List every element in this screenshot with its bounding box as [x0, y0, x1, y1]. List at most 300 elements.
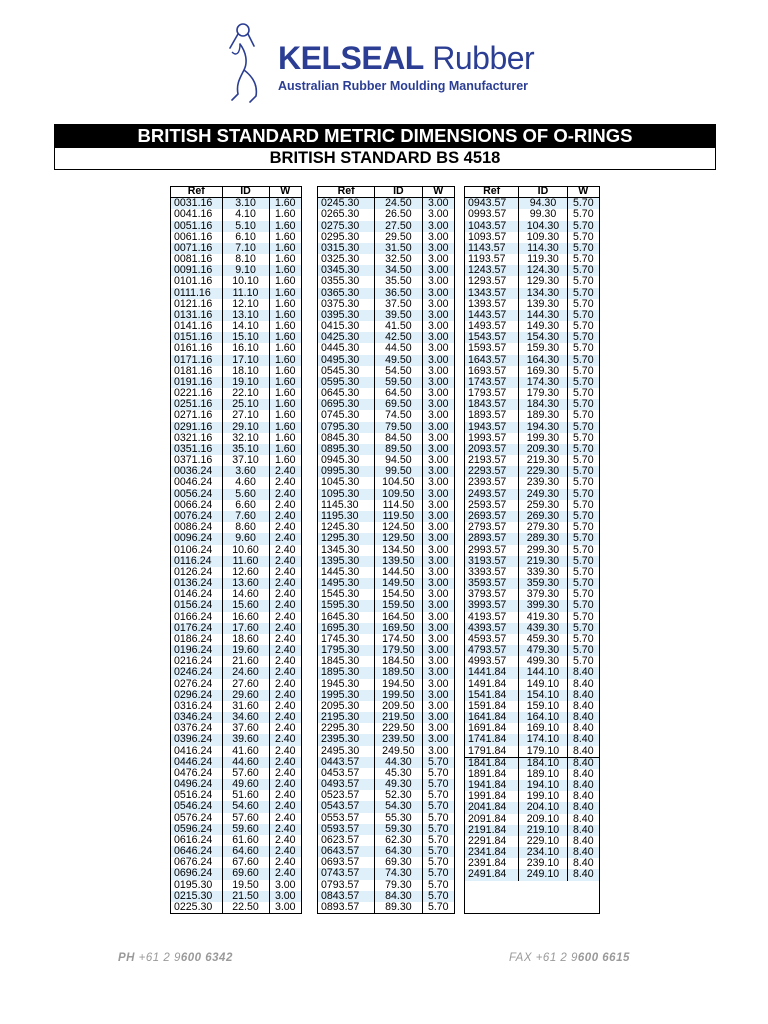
id-cell: 6.10 — [222, 232, 269, 243]
table-row — [318, 868, 454, 879]
id-cell: 15.60 — [222, 600, 269, 611]
table-row — [318, 545, 454, 556]
table-row — [171, 667, 301, 678]
id-cell: 34.60 — [222, 712, 269, 723]
dimension-table-3 — [465, 186, 599, 881]
id-cell: 54.30 — [375, 801, 422, 812]
w-cell: 3.00 — [422, 355, 454, 366]
ref-cell: 2295.30 — [318, 723, 375, 734]
w-cell: 5.70 — [567, 198, 599, 210]
id-cell: 459.30 — [519, 634, 567, 645]
w-cell: 3.00 — [422, 198, 454, 210]
ref-cell: 0693.57 — [318, 857, 375, 868]
id-cell: 49.30 — [375, 779, 422, 790]
ref-cell: 0216.24 — [171, 656, 222, 667]
w-cell: 3.00 — [422, 556, 454, 567]
id-cell: 39.60 — [222, 734, 269, 745]
ref-cell: 0743.57 — [318, 868, 375, 879]
ref-cell: 0276.24 — [171, 679, 222, 690]
w-cell: 8.40 — [567, 723, 599, 734]
w-cell: 3.00 — [422, 388, 454, 399]
w-cell: 3.00 — [422, 734, 454, 745]
id-cell: 52.30 — [375, 790, 422, 801]
page-title: BRITISH STANDARD METRIC DIMENSIONS OF O-RINGS — [54, 124, 716, 147]
ref-cell: 2493.57 — [465, 489, 519, 500]
id-cell: 199.10 — [519, 791, 567, 802]
ref-cell: 4193.57 — [465, 612, 519, 623]
ref-cell: 0845.30 — [318, 433, 375, 444]
ref-cell: 0246.24 — [171, 667, 222, 678]
id-cell: 74.50 — [375, 410, 422, 421]
id-cell: 44.30 — [375, 757, 422, 768]
table-row — [465, 533, 599, 544]
ref-cell: 1293.57 — [465, 276, 519, 287]
w-cell: 2.40 — [269, 746, 301, 757]
id-cell: 11.10 — [222, 288, 269, 299]
id-cell: 27.50 — [375, 221, 422, 232]
id-cell: 39.50 — [375, 310, 422, 321]
w-cell: 1.60 — [269, 366, 301, 377]
w-cell: 2.40 — [269, 500, 301, 511]
w-cell: 5.70 — [422, 835, 454, 846]
id-cell: 5.10 — [222, 221, 269, 232]
ref-cell: 0181.16 — [171, 366, 222, 377]
id-cell: 54.50 — [375, 366, 422, 377]
ref-cell: 1895.30 — [318, 667, 375, 678]
w-cell: 5.70 — [567, 276, 599, 287]
id-cell: 32.50 — [375, 254, 422, 265]
w-cell: 8.40 — [567, 791, 599, 802]
ref-cell: 0121.16 — [171, 299, 222, 310]
id-cell: 27.60 — [222, 679, 269, 690]
ref-cell: 0221.16 — [171, 388, 222, 399]
w-cell: 2.40 — [269, 545, 301, 556]
ref-cell: 2495.30 — [318, 746, 375, 757]
ref-cell: 1593.57 — [465, 343, 519, 354]
w-cell: 1.60 — [269, 444, 301, 455]
ref-cell: 1295.30 — [318, 533, 375, 544]
ref-cell: 1195.30 — [318, 511, 375, 522]
ref-cell: 0161.16 — [171, 343, 222, 354]
ref-cell: 1941.84 — [465, 780, 519, 791]
w-cell: 5.70 — [567, 399, 599, 410]
w-cell: 5.70 — [567, 243, 599, 254]
id-cell: 22.50 — [222, 902, 269, 913]
w-cell: 1.60 — [269, 265, 301, 276]
ref-cell: 1645.30 — [318, 612, 375, 623]
ref-cell: 0345.30 — [318, 265, 375, 276]
table-row — [318, 221, 454, 232]
w-cell: 5.70 — [422, 868, 454, 879]
w-cell: 1.60 — [269, 276, 301, 287]
w-cell: 5.70 — [567, 500, 599, 511]
ref-cell: 0553.57 — [318, 813, 375, 824]
id-cell: 189.30 — [519, 410, 567, 421]
ref-cell: 0445.30 — [318, 343, 375, 354]
id-cell: 13.60 — [222, 578, 269, 589]
ref-cell: 1543.57 — [465, 332, 519, 343]
table-row — [318, 801, 454, 812]
table-row — [171, 477, 301, 488]
ref-cell: 1443.57 — [465, 310, 519, 321]
w-cell: 3.00 — [269, 880, 301, 891]
id-cell: 59.50 — [375, 377, 422, 388]
ref-cell: 0443.57 — [318, 757, 375, 768]
ref-cell: 0596.24 — [171, 824, 222, 835]
ref-cell: 0346.24 — [171, 712, 222, 723]
ref-cell: 3393.57 — [465, 567, 519, 578]
ref-cell: 0171.16 — [171, 355, 222, 366]
w-cell: 1.60 — [269, 209, 301, 220]
w-cell: 3.00 — [422, 221, 454, 232]
id-cell: 44.60 — [222, 757, 269, 768]
id-cell: 7.10 — [222, 243, 269, 254]
w-cell: 5.70 — [567, 511, 599, 522]
w-cell: 3.00 — [422, 645, 454, 656]
w-cell: 3.00 — [269, 902, 301, 913]
id-cell: 419.30 — [519, 612, 567, 623]
ref-cell: 1045.30 — [318, 477, 375, 488]
w-cell: 3.00 — [422, 723, 454, 734]
ref-cell: 1795.30 — [318, 645, 375, 656]
w-cell: 3.00 — [422, 545, 454, 556]
id-cell: 89.50 — [375, 444, 422, 455]
id-cell: 149.50 — [375, 578, 422, 589]
table-row — [465, 209, 599, 220]
w-cell: 2.40 — [269, 477, 301, 488]
id-cell: 59.30 — [375, 824, 422, 835]
w-cell: 1.60 — [269, 321, 301, 332]
column-header-id: ID — [222, 186, 269, 198]
footer-fax — [509, 952, 630, 964]
w-cell: 3.00 — [422, 321, 454, 332]
table-row — [465, 545, 599, 556]
id-cell: 94.50 — [375, 455, 422, 466]
w-cell: 8.40 — [567, 869, 599, 880]
id-cell: 219.30 — [519, 556, 567, 567]
w-cell: 2.40 — [269, 623, 301, 634]
ref-cell: 0495.30 — [318, 355, 375, 366]
w-cell: 5.70 — [567, 377, 599, 388]
ref-cell: 0036.24 — [171, 466, 222, 477]
id-cell: 69.30 — [375, 857, 422, 868]
id-cell: 154.10 — [519, 690, 567, 701]
id-cell: 69.50 — [375, 399, 422, 410]
id-cell: 499.30 — [519, 656, 567, 667]
ref-cell: 0695.30 — [318, 399, 375, 410]
id-cell: 184.50 — [375, 656, 422, 667]
id-cell: 229.50 — [375, 723, 422, 734]
w-cell: 3.00 — [422, 567, 454, 578]
w-cell: 5.70 — [567, 388, 599, 399]
table-row — [318, 343, 454, 354]
w-cell: 3.00 — [422, 254, 454, 265]
w-cell: 3.00 — [422, 276, 454, 287]
w-cell: 8.40 — [567, 690, 599, 701]
ref-cell: 2095.30 — [318, 701, 375, 712]
ref-cell: 0895.30 — [318, 444, 375, 455]
id-cell: 15.10 — [222, 332, 269, 343]
id-cell: 16.10 — [222, 343, 269, 354]
w-cell: 2.40 — [269, 835, 301, 846]
ref-cell: 0893.57 — [318, 902, 375, 913]
ref-cell: 0111.16 — [171, 288, 222, 299]
ref-cell: 0425.30 — [318, 332, 375, 343]
id-cell: 109.30 — [519, 232, 567, 243]
w-cell: 2.40 — [269, 757, 301, 768]
id-cell: 6.60 — [222, 500, 269, 511]
w-cell: 5.70 — [422, 857, 454, 868]
id-cell: 4.10 — [222, 209, 269, 220]
w-cell: 3.00 — [422, 489, 454, 500]
ref-cell: 3193.57 — [465, 556, 519, 567]
id-cell: 5.60 — [222, 489, 269, 500]
id-cell: 169.10 — [519, 723, 567, 734]
w-cell: 1.60 — [269, 254, 301, 265]
table-row — [465, 869, 599, 880]
id-cell: 49.50 — [375, 355, 422, 366]
w-cell: 3.00 — [422, 310, 454, 321]
id-cell: 67.60 — [222, 857, 269, 868]
id-cell: 11.60 — [222, 556, 269, 567]
w-cell: 5.70 — [422, 801, 454, 812]
id-cell: 209.50 — [375, 701, 422, 712]
w-cell: 2.40 — [269, 723, 301, 734]
ref-cell: 2191.84 — [465, 825, 519, 836]
id-cell: 184.10 — [519, 757, 567, 769]
ref-cell: 0396.24 — [171, 734, 222, 745]
ref-cell: 1591.84 — [465, 701, 519, 712]
id-cell: 4.60 — [222, 477, 269, 488]
id-cell: 379.30 — [519, 589, 567, 600]
id-cell: 279.30 — [519, 522, 567, 533]
table-row — [171, 343, 301, 354]
ref-cell: 0415.30 — [318, 321, 375, 332]
ref-cell: 2893.57 — [465, 533, 519, 544]
id-cell: 144.10 — [519, 667, 567, 678]
ref-cell: 0943.57 — [465, 198, 519, 210]
ref-cell: 1093.57 — [465, 232, 519, 243]
ref-cell: 3993.57 — [465, 600, 519, 611]
w-cell: 8.40 — [567, 734, 599, 745]
id-cell: 104.50 — [375, 477, 422, 488]
ref-cell: 1193.57 — [465, 254, 519, 265]
w-cell: 3.00 — [422, 656, 454, 667]
id-cell: 29.10 — [222, 422, 269, 433]
ref-cell: 0136.24 — [171, 578, 222, 589]
ref-cell: 0215.30 — [171, 891, 222, 902]
w-cell: 8.40 — [567, 701, 599, 712]
id-cell: 179.10 — [519, 746, 567, 758]
id-cell: 51.60 — [222, 790, 269, 801]
table-row — [465, 734, 599, 745]
ref-cell: 0646.24 — [171, 846, 222, 857]
ref-cell: 1891.84 — [465, 769, 519, 780]
ref-cell: 1845.30 — [318, 656, 375, 667]
ref-cell: 0316.24 — [171, 701, 222, 712]
ref-cell: 4393.57 — [465, 623, 519, 634]
ref-cell: 0291.16 — [171, 422, 222, 433]
w-cell: 5.70 — [567, 343, 599, 354]
id-cell: 99.50 — [375, 466, 422, 477]
phone-number: 600 6342 — [180, 952, 233, 964]
w-cell: 1.60 — [269, 455, 301, 466]
table-row — [171, 533, 301, 544]
ref-cell: 4593.57 — [465, 634, 519, 645]
w-cell: 2.40 — [269, 857, 301, 868]
id-cell: 194.30 — [519, 422, 567, 433]
ref-cell: 0365.30 — [318, 288, 375, 299]
ref-cell: 0496.24 — [171, 779, 222, 790]
w-cell: 2.40 — [269, 578, 301, 589]
id-cell: 16.60 — [222, 612, 269, 623]
id-cell: 189.50 — [375, 667, 422, 678]
ref-cell: 4993.57 — [465, 656, 519, 667]
w-cell: 8.40 — [567, 712, 599, 723]
id-cell: 18.60 — [222, 634, 269, 645]
id-cell: 124.30 — [519, 265, 567, 276]
ref-cell: 0453.57 — [318, 768, 375, 779]
id-cell: 249.30 — [519, 489, 567, 500]
ref-cell: 1695.30 — [318, 623, 375, 634]
ref-cell: 1993.57 — [465, 433, 519, 444]
table-row — [171, 600, 301, 611]
w-cell: 1.60 — [269, 399, 301, 410]
w-cell: 2.40 — [269, 522, 301, 533]
ref-cell: 0081.16 — [171, 254, 222, 265]
w-cell: 5.70 — [567, 645, 599, 656]
w-cell: 1.60 — [269, 288, 301, 299]
ref-cell: 0176.24 — [171, 623, 222, 634]
w-cell: 5.70 — [567, 589, 599, 600]
footer-phone — [118, 952, 233, 964]
w-cell: 2.40 — [269, 667, 301, 678]
w-cell: 8.40 — [567, 769, 599, 780]
id-cell: 194.10 — [519, 780, 567, 791]
ref-cell: 0616.24 — [171, 835, 222, 846]
id-cell: 24.50 — [375, 198, 422, 210]
ref-cell: 2291.84 — [465, 836, 519, 847]
ref-cell: 0195.30 — [171, 880, 222, 891]
id-cell: 154.50 — [375, 589, 422, 600]
id-cell: 479.30 — [519, 645, 567, 656]
dimension-table-2 — [318, 186, 454, 913]
id-cell: 119.50 — [375, 511, 422, 522]
id-cell: 7.60 — [222, 511, 269, 522]
id-cell: 94.30 — [519, 198, 567, 210]
ref-cell: 2195.30 — [318, 712, 375, 723]
w-cell: 3.00 — [422, 690, 454, 701]
id-cell: 42.50 — [375, 332, 422, 343]
table-row — [171, 221, 301, 232]
ref-cell: 0643.57 — [318, 846, 375, 857]
w-cell: 2.40 — [269, 511, 301, 522]
ref-cell: 0156.24 — [171, 600, 222, 611]
id-cell: 12.10 — [222, 299, 269, 310]
id-cell: 26.50 — [375, 209, 422, 220]
w-cell: 5.70 — [567, 634, 599, 645]
w-cell: 3.00 — [422, 746, 454, 757]
w-cell: 3.00 — [422, 422, 454, 433]
id-cell: 119.30 — [519, 254, 567, 265]
id-cell: 144.50 — [375, 567, 422, 578]
id-cell: 35.50 — [375, 276, 422, 287]
w-cell: 5.70 — [567, 444, 599, 455]
ref-cell: 0745.30 — [318, 410, 375, 421]
ref-cell: 1991.84 — [465, 791, 519, 802]
table-row — [171, 902, 301, 913]
ref-cell: 1145.30 — [318, 500, 375, 511]
id-cell: 104.30 — [519, 221, 567, 232]
w-cell: 5.70 — [567, 578, 599, 589]
ref-cell: 0041.16 — [171, 209, 222, 220]
id-cell: 219.50 — [375, 712, 422, 723]
id-cell: 19.10 — [222, 377, 269, 388]
w-cell: 3.00 — [422, 433, 454, 444]
w-cell: 3.00 — [422, 399, 454, 410]
id-cell: 269.30 — [519, 511, 567, 522]
w-cell: 5.70 — [567, 288, 599, 299]
id-cell: 84.50 — [375, 433, 422, 444]
ref-cell: 0101.16 — [171, 276, 222, 287]
id-cell: 129.50 — [375, 533, 422, 544]
ref-cell: 0516.24 — [171, 790, 222, 801]
w-cell: 5.70 — [422, 779, 454, 790]
w-cell: 3.00 — [269, 891, 301, 902]
id-cell: 8.10 — [222, 254, 269, 265]
w-cell: 3.00 — [422, 623, 454, 634]
id-cell: 179.50 — [375, 645, 422, 656]
table-row — [318, 276, 454, 287]
brand-rest: Rubber — [423, 40, 535, 76]
column-header-ref: Ref — [171, 186, 222, 198]
w-cell: 5.70 — [567, 522, 599, 533]
ref-cell: 0645.30 — [318, 388, 375, 399]
ref-cell: 2193.57 — [465, 455, 519, 466]
ref-cell: 1793.57 — [465, 388, 519, 399]
ref-cell: 2491.84 — [465, 869, 519, 880]
ref-cell: 1545.30 — [318, 589, 375, 600]
id-cell: 159.10 — [519, 701, 567, 712]
id-cell: 62.30 — [375, 835, 422, 846]
ref-cell: 2091.84 — [465, 814, 519, 825]
w-cell: 3.00 — [422, 288, 454, 299]
fax-number: 600 6615 — [577, 952, 630, 964]
w-cell: 5.70 — [567, 422, 599, 433]
id-cell: 359.30 — [519, 578, 567, 589]
ref-cell: 1995.30 — [318, 690, 375, 701]
w-cell: 5.70 — [567, 545, 599, 556]
ref-cell: 0096.24 — [171, 533, 222, 544]
w-cell: 2.40 — [269, 690, 301, 701]
id-cell: 174.50 — [375, 634, 422, 645]
w-cell: 3.00 — [422, 232, 454, 243]
id-cell: 57.60 — [222, 768, 269, 779]
w-cell: 5.70 — [567, 321, 599, 332]
id-cell: 21.60 — [222, 656, 269, 667]
id-cell: 9.60 — [222, 533, 269, 544]
w-cell: 8.40 — [567, 667, 599, 678]
w-cell: 2.40 — [269, 589, 301, 600]
w-cell: 1.60 — [269, 299, 301, 310]
w-cell: 2.40 — [269, 868, 301, 879]
id-cell: 129.30 — [519, 276, 567, 287]
id-cell: 18.10 — [222, 366, 269, 377]
w-cell: 2.40 — [269, 612, 301, 623]
id-cell: 239.30 — [519, 477, 567, 488]
id-cell: 3.10 — [222, 198, 269, 210]
w-cell: 8.40 — [567, 757, 599, 769]
